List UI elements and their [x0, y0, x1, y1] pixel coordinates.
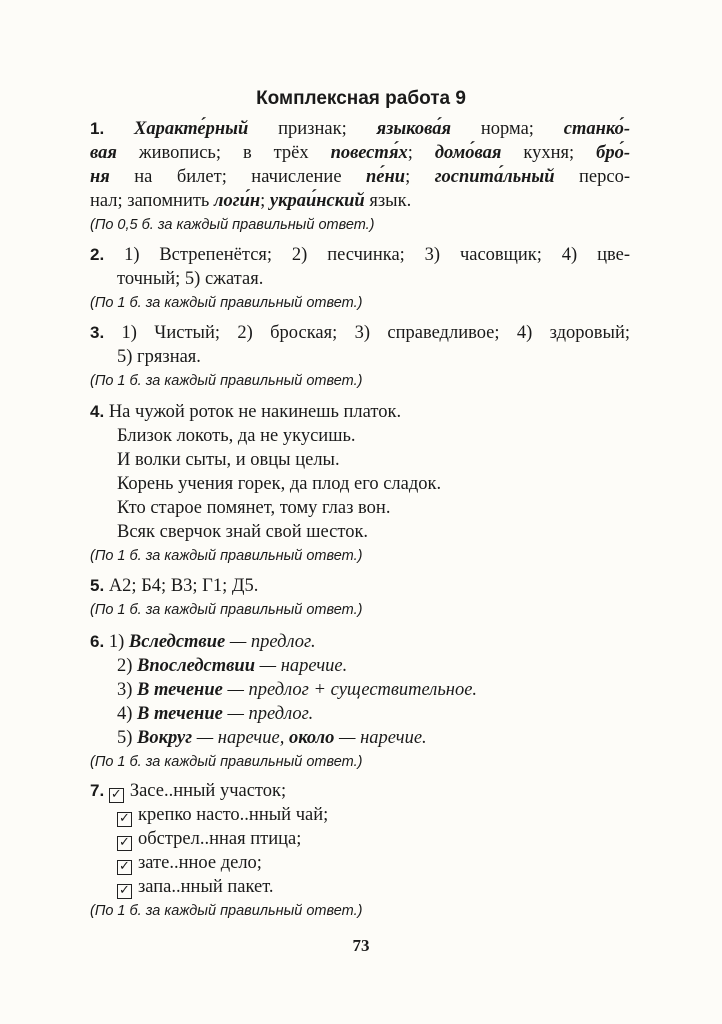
exercise-7	[90, 779, 630, 921]
ex1-line-1: 1. Характе́рный признак; языкова́я норма; станко́-	[90, 119, 631, 139]
proverb-line: И волки сыты, и овцы целы.	[117, 450, 340, 470]
score-note: (По 1 б. за каждый правильный ответ.)	[90, 903, 363, 919]
ex2-line-1: 2. 1) Встрепенётся; 2) песчинка; 3) часовщик; 4) цве-	[90, 245, 630, 265]
ex6-item: 4) В течение — предлог.	[117, 704, 314, 724]
score-note: (По 1 б. за каждый правильный ответ.)	[90, 295, 363, 311]
exercise-4	[90, 400, 630, 566]
proverb-line: Всяк сверчок знай свой шесток.	[117, 522, 369, 542]
score-note: (По 1 б. за каждый правильный ответ.)	[90, 754, 363, 770]
page-number: 73	[352, 936, 370, 955]
ex7-item: 7. ✓ Засе..нный участок;	[90, 781, 287, 802]
score-note: (По 1 б. за каждый правильный ответ.)	[90, 548, 363, 564]
ex6-item: 5) Вокруг — наречие, около — наречие.	[117, 728, 427, 748]
ex1-line-2: вая живопись; в трёх повестя́х; домо́вая кухня; бро́-	[90, 143, 631, 163]
checkbox-checked-icon: ✓	[109, 788, 124, 803]
proverb-line: 4. На чужой роток не накинешь платок.	[90, 402, 402, 422]
ex1-line-4: нал; запомнить логи́н; украи́нский язык.	[90, 191, 412, 211]
exercise-number: 1.	[90, 119, 105, 138]
ex5-line: 5. А2; Б4; В3; Г1; Д5.	[90, 576, 259, 596]
ex6-item: 2) Впоследствии — наречие.	[117, 656, 348, 676]
ex7-item: ✓ запа..нный пакет.	[90, 875, 630, 899]
ex3-line-1: 3. 1) Чистый; 2) броская; 3) справедливое; 4) здоровый;	[90, 323, 630, 343]
score-note: (По 1 б. за каждый правильный ответ.)	[90, 373, 363, 389]
exercise-number: 2.	[90, 245, 105, 264]
score-note: (По 0,5 б. за каждый правильный ответ.)	[90, 217, 375, 233]
exercise-number: 6.	[90, 632, 105, 651]
proverb-line: Кто старое помянет, тому глаз вон.	[117, 498, 391, 518]
ex7-item: ✓ обстрел..нная птица;	[90, 827, 630, 851]
exercise-2	[90, 243, 630, 313]
exercise-number: 5.	[90, 576, 105, 595]
ex6-item: 6. 1) Вследствие — предлог.	[90, 632, 316, 652]
score-note: (По 1 б. за каждый правильный ответ.)	[90, 602, 363, 618]
ex3-line-2: 5) грязная.	[117, 347, 201, 367]
page-title: Комплексная работа 9	[256, 88, 466, 109]
exercise-5	[90, 574, 630, 620]
checkbox-checked-icon: ✓	[117, 836, 132, 851]
exercise-number: 3.	[90, 323, 105, 342]
exercise-1	[90, 117, 630, 235]
ex6-item: 3) В течение — предлог + существительное.	[117, 680, 478, 700]
exercise-3	[90, 321, 630, 391]
ex7-item: ✓ крепко насто..нный чай;	[90, 803, 630, 827]
ex7-item: ✓ зате..нное дело;	[90, 851, 630, 875]
checkbox-checked-icon: ✓	[117, 860, 132, 875]
exercise-number: 4.	[90, 402, 105, 421]
checkbox-checked-icon: ✓	[117, 812, 132, 827]
proverb-line: Близок локоть, да не укусишь.	[117, 426, 356, 446]
checkbox-checked-icon: ✓	[117, 884, 132, 899]
exercise-number: 7.	[90, 781, 105, 800]
proverb-line: Корень учения горек, да плод его сладок.	[117, 474, 442, 494]
exercise-6	[90, 630, 630, 772]
ex1-line-3: ня на билет; начисление пе́ни; госпита́льный персо-	[90, 167, 630, 187]
ex2-line-2: точный; 5) сжатая.	[117, 269, 264, 289]
